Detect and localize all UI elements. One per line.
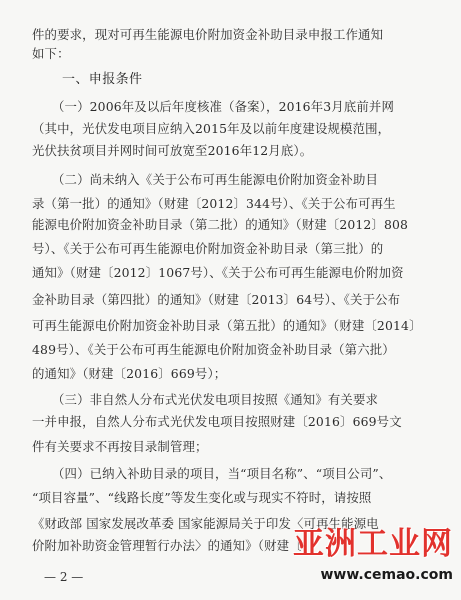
- paragraph-2-line-3: 能源电价附加资金补助目录（第二批）的通知》（财建〔2012〕808: [32, 217, 409, 232]
- section-heading: 一、申报条件: [62, 72, 143, 87]
- paragraph-3-line-1: （三）非自然人分布式光伏发电项目按照《通知》有关要求: [52, 392, 379, 407]
- paragraph-2-line-7: 可再生能源电价附加资金补助目录（第五批）的通知》（财建〔2014〕: [32, 318, 422, 333]
- paragraph-3-line-3: 件有关要求不再按目录制管理；: [32, 439, 208, 454]
- page-number: — 2 —: [44, 570, 84, 584]
- paragraph-2-line-9: 的通知》（财建〔2016〕669号）；: [32, 366, 227, 381]
- watermark-url: www.cemao.com: [320, 567, 453, 583]
- paragraph-4-line-1: （四）已纳入补助目录的项目，当“项目名称”、“项目公司”、: [52, 466, 392, 481]
- watermark-logo-text: 亚洲工业网: [293, 526, 453, 562]
- paragraph-4-line-3: 《财政部 国家发展改革委 国家能源局关于印发〈可再生能源电: [32, 516, 379, 531]
- body-line-1: 件的要求，现对可再生能源电价附加资金补助目录申报工作通知: [32, 27, 384, 42]
- paragraph-4-line-4: 价附加补助资金管理暂行办法〉的通知》（财建〔: [32, 538, 302, 553]
- paragraph-1-line-3: 光伏扶贫项目并网时间可放宽至2016年12月底）。: [32, 143, 313, 158]
- paragraph-2-line-4: 号）、《关于公布可再生能源电价附加资金补助目录（第三批）的: [32, 241, 384, 256]
- paragraph-3-line-2: 一并申报，自然人分布式光伏发电项目按照财建〔2016〕669号文: [32, 414, 402, 429]
- paragraph-2-line-8: 489号）、《关于公布可再生能源电价附加资金补助目录（第六批）: [32, 342, 395, 357]
- paragraph-1-line-2: （其中，光伏发电项目应纳入2015年及以前年度建设规模范围，: [32, 121, 391, 136]
- paragraph-2-line-5: 通知》（财建〔2012〕1067号）、《关于公布可再生能源电价附加资: [32, 265, 404, 280]
- paragraph-4-line-2: “项目容量”、“线路长度”等发生变化或与现实不符时，请按照: [32, 490, 372, 505]
- paragraph-1-line-1: （一）2006年及以后年度核准（备案），2016年3月底前并网: [52, 99, 394, 114]
- watermark-logo: [293, 525, 453, 595]
- paragraph-2-line-2: 录（第一批）的通知》（财建〔2012〕344号）、《关于公布可再生: [32, 196, 396, 211]
- paragraph-2-line-6: 金补助目录（第四批）的通知》（财建〔2013〕64号）、《关于公布: [32, 292, 401, 307]
- body-line-2: 如下：: [32, 46, 70, 61]
- paragraph-2-line-1: （二）尚未纳入《关于公布可再生能源电价附加资金补助目: [52, 172, 379, 187]
